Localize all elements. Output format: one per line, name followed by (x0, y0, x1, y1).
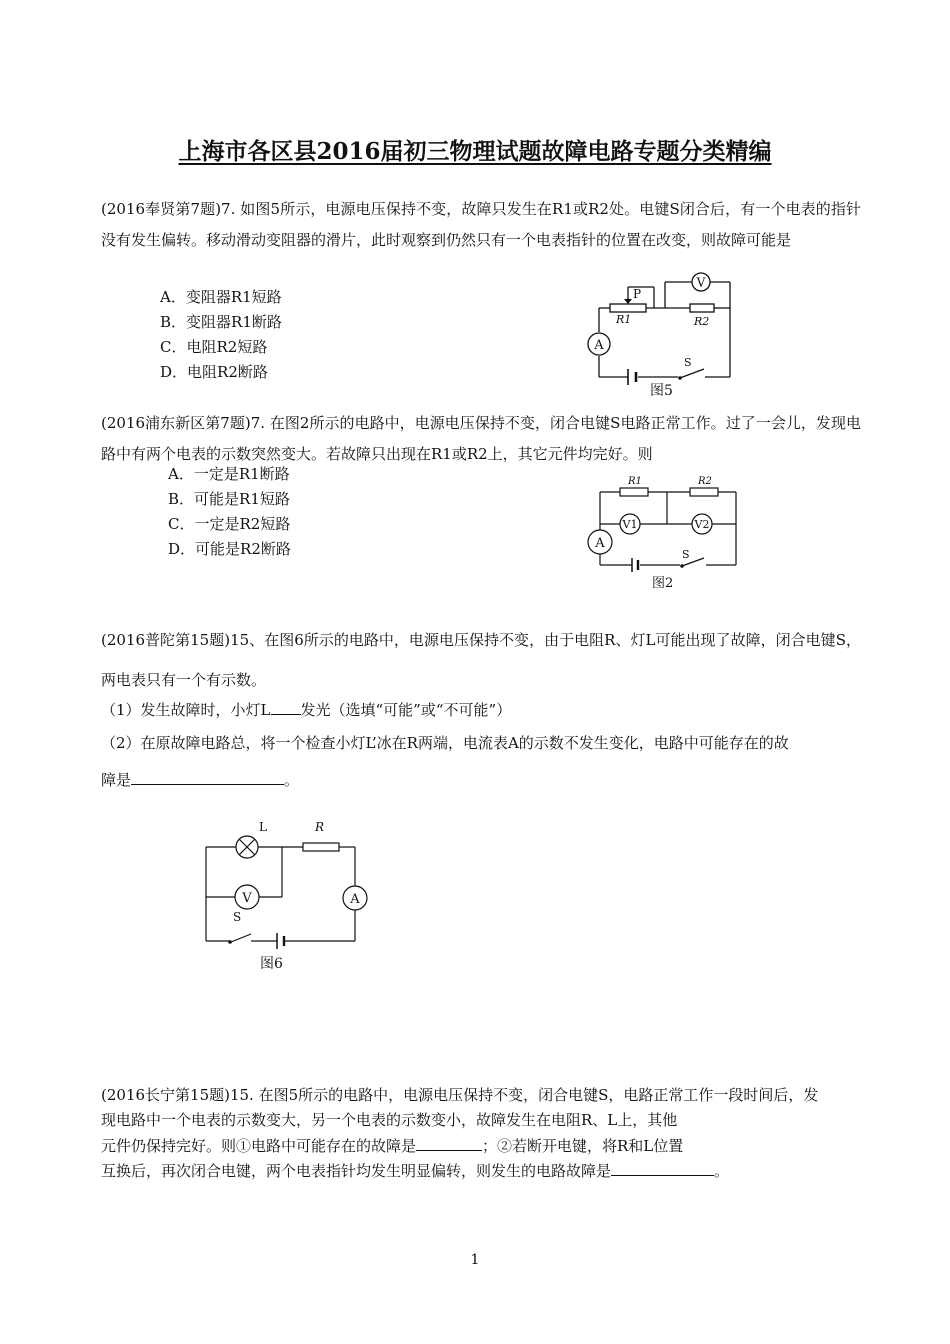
r1-label: R1 (616, 313, 632, 326)
voltmeter-label: V (696, 275, 706, 290)
question-4-line-2: 现电路中一个电表的示数变大，另一个电表的示数变小，故障发生在电阻R、L上，其他 (101, 1111, 678, 1129)
question-4-line-3: 元件仍保持完好。则①电路中可能存在的故障是 ；②若断开电键，将R和L位置 (101, 1134, 683, 1156)
switch-label: S (682, 548, 690, 561)
switch-label: S (233, 910, 242, 924)
question-4-line-1: (2016长宁第15题)15. 在图5所示的电路中，电源电压保持不变，闭合电键S，电路正常工作一段时间后，发 (101, 1086, 819, 1104)
q1-option-a: A．变阻器R1短路 (160, 288, 282, 306)
resistor-r2-symbol (690, 304, 714, 312)
r2-label: R2 (694, 315, 710, 328)
q2-option-d: D．可能是R2断路 (168, 540, 291, 558)
v2-label: V2 (694, 518, 710, 531)
q3-sub1: （1）发生故障时，小灯L 发光（选填“可能”或“不可能”） (101, 698, 511, 720)
figure-6-caption: 图6 (260, 956, 283, 972)
q3-sub2: （2）在原故障电路总，将一个检查小灯L’冰在R两端，电流表A的示数不发生变化，电路中可能存在的故 (101, 734, 789, 752)
r1-label: R1 (628, 476, 642, 487)
circuit-figure-6 (195, 815, 380, 980)
page-number: 1 (470, 1252, 480, 1268)
r-label: R (315, 820, 325, 834)
q4-blank-1[interactable] (416, 1134, 482, 1151)
slider-label: P (633, 287, 642, 301)
question-2-text: (2016浦东新区第7题)7. 在图2所示的电路中，电源电压保持不变，闭合电键S电路正常工作。过了一会儿，发现电路中有两个电表的示数突然变大。若故障只出现在R1或R2上，其它元件均完好。则 (101, 414, 861, 463)
resistor-r2-symbol (690, 488, 718, 496)
circuit-figure-5 (580, 265, 740, 400)
resistor-r-symbol (303, 843, 339, 851)
q1-option-b: B．变阻器R1断路 (160, 313, 282, 331)
resistor-r1-symbol (620, 488, 648, 496)
r2-label: R2 (698, 476, 712, 487)
v1-label: V1 (622, 518, 638, 531)
switch-label: S (684, 356, 692, 369)
voltmeter-label: V (242, 891, 252, 906)
q2-option-c: C．一定是R2短路 (168, 515, 291, 533)
rheostat-r1-symbol (610, 304, 646, 312)
q3-sub2-tail: 障是 。 (101, 768, 299, 790)
q3-blank-2[interactable] (131, 768, 284, 785)
q4-blank-2[interactable] (611, 1159, 714, 1176)
ammeter-label: A (594, 338, 604, 353)
circuit-figure-2 (580, 470, 745, 595)
figure-5-caption: 图5 (650, 383, 673, 399)
q2-option-a: A．一定是R1断路 (168, 465, 290, 483)
question-3-text: (2016普陀第15题)15、在图6所示的电路中，电源电压保持不变，由于电阻R、灯L可能出现了故障，闭合电键S，两电表只有一个有示数。 (101, 631, 861, 689)
ammeter-label: A (595, 536, 605, 551)
q1-option-c: C．电阻R2短路 (160, 338, 268, 356)
q2-option-b: B．可能是R1短路 (168, 490, 290, 508)
ammeter-label: A (350, 892, 360, 907)
page-title: 上海市各区县2016届初三物理试题故障电路专题分类精编 (178, 138, 772, 165)
figure-2-caption: 图2 (652, 576, 674, 591)
q1-option-d: D．电阻R2断路 (160, 363, 268, 381)
q3-blank-1[interactable] (271, 698, 301, 715)
question-4-line-4: 互换后，再次闭合电键，两个电表指针均发生明显偏转，则发生的电路故障是 。 (101, 1159, 729, 1181)
question-1-text: (2016奉贤第7题)7. 如图5所示，电源电压保持不变，故障只发生在R1或R2处。电键S闭合后，有一个电表的指针没有发生偏转。移动滑动变阻器的滑片，此时观察到仍然只有一个电表指针的位置在改变，则故障可能是 (101, 200, 861, 249)
lamp-label: L (259, 820, 267, 834)
